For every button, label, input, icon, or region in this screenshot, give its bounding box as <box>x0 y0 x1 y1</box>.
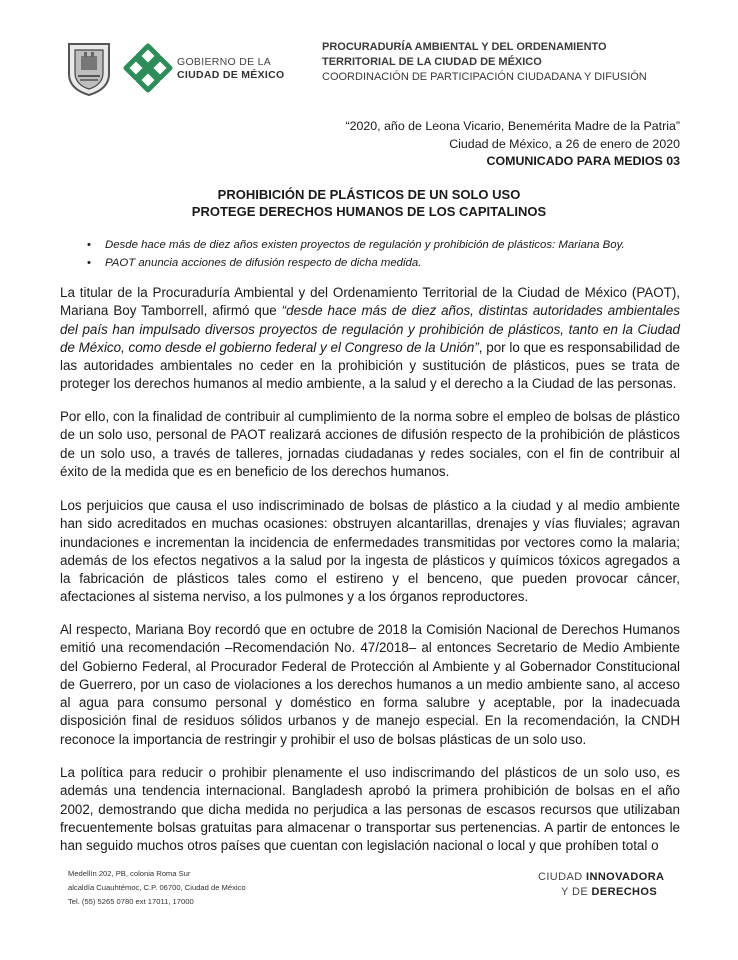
page-title <box>60 186 678 220</box>
slogan-part-c: Y DE <box>561 886 592 898</box>
address-line-3: Tel. (55) 5265 0780 ext 17011, 17000 <box>68 897 194 906</box>
org-line-2: TERRITORIAL DE LA CIUDAD DE MÉXICO <box>322 56 542 68</box>
address-line-1: Medellín 202, PB, colonia Roma Sur <box>68 869 191 878</box>
cdmx-coat-of-arms <box>66 40 112 96</box>
footer-address <box>68 867 246 909</box>
bullet-item: • Desde hace más de diez años existen proyectos de regulación y prohibición de plásticos: Mariana Boy. <box>85 236 695 254</box>
header-organization <box>322 40 722 85</box>
org-line-3: COORDINACIÓN DE PARTICIPACIÓN CIUDADANA Y DIFUSIÓN <box>322 71 647 83</box>
paragraph-1-text: La titular de la Procuraduría Ambiental y del Ordenamiento Territorial de la Ciudad de México (PAOT), Mariana Boy Tamborrell, afirmó que <box>60 285 680 319</box>
paragraph-5: La política para reducir o prohibir plenamente el uso indiscrimando del plásticos de un solo uso, es además una tendencia internacional. Bangladesh aprobó la primera prohibición de bolsas en el año 2002, demostrando que dicha medida no perjudica a las personas de escasos recursos que utilizaban frecuentemente bolsas gratuitas para almacenar o transportar sus pertenencias. A partir de entonces le han seguido muchos otros países que cuentan con legislación nacional o local y que prohíben total o <box>60 765 680 854</box>
footer-slogan <box>538 870 664 900</box>
address-line-2: alcaldía Cuauhtémoc, C.P. 06700, Ciudad de México <box>68 883 246 892</box>
logo-text-line1: GOBIERNO DE LA <box>177 56 272 68</box>
motto: “2020, año de Leona Vicario, Benemérita Madre de la Patria” <box>345 119 680 133</box>
slogan-part-b: INNOVADORA <box>586 871 665 883</box>
title-line-1: PROHIBICIÓN DE PLÁSTICOS DE UN SOLO USO <box>217 187 521 202</box>
cdmx-logo-text <box>177 56 284 82</box>
bullet-item: • PAOT anuncia acciones de difusión respecto de dicha medida. <box>85 254 695 272</box>
paragraph-1 <box>60 284 680 394</box>
date-line: Ciudad de México, a 26 de enero de 2020 <box>449 137 680 151</box>
paragraph-3: Los perjuicios que causa el uso indiscriminado de bolsas de plástico a la ciudad y al medio ambiente han sido acreditados en muchas ocasiones: obstruyen alcantarillas, drenajes y vías fluviales; agravan inundaciones e incrementan la incidencia de enfermedades transmitidas por vectores como la malaria; además de los efectos negativos a la salud por la ingesta de plásticos y químicos tóxicos agregados a la fabricación de plásticos tales como el estireno y el benceno, que pueden provocar cáncer, afectaciones al sistema nerviso, a los pulmones y a los órganos reproductores. <box>60 498 680 605</box>
paragraph-2: Por ello, con la finalidad de contribuir al cumplimiento de la norma sobre el empleo de bolsas de plástico de un solo uso, personal de PAOT realizará acciones de difusión respecto de la prohibición de plásticos de un solo uso, a través de talleres, jornadas ciudadanas y redes sociales, con el fin de contribuir al éxito de la medida que es en beneficio de los derechos humanos. <box>60 409 680 479</box>
summary-bullets <box>85 236 695 272</box>
paragraph-4: Al respecto, Mariana Boy recordó que en octubre de 2018 la Comisión Nacional de Derechos Humanos emitió una recomendación –Recomendación No. 47/2018– al entonces Secretario de Medio Ambiente del Gobierno Federal, al Procurador Federal de Protección al Ambiente y al Gobernador Constitucional de Guerrero, por un caso de violaciones a los derechos humanos a un medio ambiente sano, al acceso al agua para consumo personal y doméstico en forma salubre y aceptable, por la inadecuada disposición final de residuos sólidos urbanos y de manejo especial. En la recomendación, la CNDH reconoce la importancia de restringir y prohibir el uso de bolsas plásticas de un solo uso. <box>60 622 680 747</box>
cdmx-government-logo <box>122 42 174 94</box>
title-line-2: PROTEGE DERECHOS HUMANOS DE LOS CAPITALINOS <box>191 204 547 219</box>
logo-text-line2: CIUDAD DE MÉXICO <box>177 69 285 81</box>
slogan-part-a: CIUDAD <box>538 871 587 883</box>
slogan-part-d: DERECHOS <box>591 886 658 898</box>
org-line-1: PROCURADURÍA AMBIENTAL Y DEL ORDENAMIENTO <box>322 41 607 53</box>
paragraph-1-text-end: , por lo que es responsabilidad de las autoridades ambientales no ceder en la prohibición y sustitución de plásticos, pues se trata de proteger los derechos humanos al medio ambiente, a la salud y el derecho a la Ciudad de las personas. <box>60 339 681 392</box>
release-number: COMUNICADO PARA MEDIOS 03 <box>486 154 680 168</box>
paragraph-1-quote: “desde hace más de diez años, distintas autoridades ambientales del país han impulsado diversos proyectos de regulación y prohibición de plásticos, tanto en la Ciudad de México, como desde el gobierno federal y el Congreso de la Unión” <box>60 303 680 355</box>
